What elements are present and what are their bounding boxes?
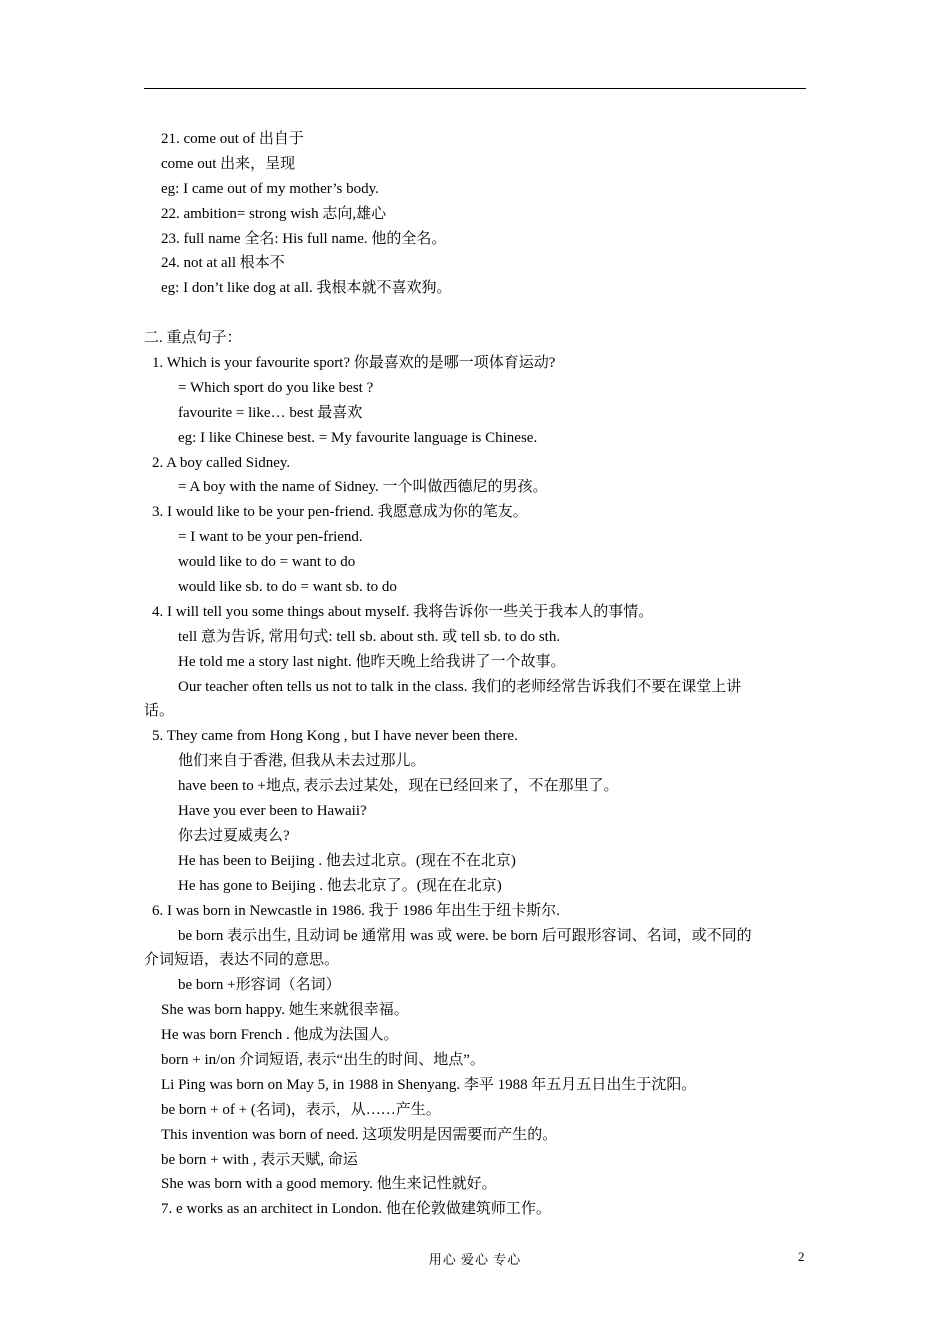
translation-line: 你去过夏威夷么? bbox=[178, 827, 290, 844]
example-line: He was born French . 他成为法国人。 bbox=[161, 1027, 399, 1044]
note-line: be born +形容词（名词） bbox=[178, 977, 341, 994]
sentence-item-7: 7. e works as an architect in London. 他在伦敦做建筑师工作。 bbox=[161, 1201, 551, 1218]
note-line: have been to +地点, 表示去过某处，现在已经回来了，不在那里了。 bbox=[178, 778, 619, 795]
note-line: = Which sport do you like best ? bbox=[178, 379, 374, 396]
vocab-item-24: 24. not at all 根本不 bbox=[161, 255, 285, 272]
note-line: = I want to be your pen-friend. bbox=[178, 529, 363, 546]
vocab-item-23: 23. full name 全名: His full name. 他的全名。 bbox=[161, 230, 447, 247]
example-line: He has gone to Beijing . 他去北京了。(现在在北京) bbox=[178, 877, 502, 894]
example-line: He has been to Beijing . 他去过北京。(现在不在北京) bbox=[178, 852, 516, 869]
header-rule bbox=[144, 88, 806, 89]
note-line: would like sb. to do = want sb. to do bbox=[178, 579, 397, 596]
note-line: tell 意为告诉, 常用句式: tell sb. about sth. 或 tell sb. to do sth. bbox=[178, 628, 561, 645]
vocab-line: come out 出来，呈现 bbox=[161, 155, 296, 172]
footer-motto: 用心 爱心 专心 bbox=[428, 1252, 522, 1267]
sentence-item-4: 4. I will tell you some things about myself. 我将告诉你一些关于我本人的事情。 bbox=[152, 603, 654, 620]
section-heading: 二. 重点句子： bbox=[144, 330, 242, 347]
example-line: eg: I like Chinese best. = My favourite language is Chinese. bbox=[178, 429, 538, 446]
example-line: eg: I came out of my mother’s body. bbox=[161, 180, 379, 197]
note-line: favourite = like… best 最喜欢 bbox=[178, 404, 363, 421]
example-line: Have you ever been to Hawaii? bbox=[178, 803, 367, 820]
sentence-item-5: 5. They came from Hong Kong , but I have never been there. bbox=[152, 728, 518, 745]
translation-line: 他们来自于香港, 但我从未去过那儿。 bbox=[178, 753, 426, 770]
example-line: Li Ping was born on May 5, in 1988 in Shenyang. 李平 1988 年五月五日出生于沈阳。 bbox=[161, 1076, 697, 1093]
sentence-item-1: 1. Which is your favourite sport? 你最喜欢的是哪一项体育运动? bbox=[152, 355, 556, 372]
sentence-item-6: 6. I was born in Newcastle in 1986. 我于 1986 年出生于纽卡斯尔. bbox=[152, 902, 560, 919]
wrapped-line: 介词短语，表达不同的意思。 bbox=[144, 952, 340, 969]
page-number: 2 bbox=[798, 1249, 805, 1264]
document-body bbox=[144, 127, 810, 1222]
blank-line bbox=[144, 301, 810, 326]
example-line: She was born happy. 她生来就很幸福。 bbox=[161, 1002, 409, 1019]
sentence-item-3: 3. I would like to be your pen-friend. 我愿意成为你的笔友。 bbox=[152, 504, 528, 521]
note-line: = A boy with the name of Sidney. 一个叫做西德尼的男孩。 bbox=[178, 479, 548, 496]
note-line: be born 表示出生, 且动词 be 通常用 was 或 were. be born 后可跟形容词、名词，或不同的 bbox=[178, 927, 752, 944]
vocab-item-22: 22. ambition= strong wish 志向,雄心 bbox=[161, 205, 387, 222]
example-line: Our teacher often tells us not to talk in the class. 我们的老师经常告诉我们不要在课堂上讲 bbox=[178, 678, 742, 695]
note-line: be born + of + (名词)，表示，从……产生。 bbox=[161, 1101, 441, 1118]
wrapped-line: 话。 bbox=[144, 703, 175, 720]
vocab-item-21: 21. come out of 出自于 bbox=[161, 131, 304, 147]
note-line: would like to do = want to do bbox=[178, 554, 356, 571]
example-line: She was born with a good memory. 他生来记性就好。 bbox=[161, 1176, 497, 1193]
example-line: He told me a story last night. 他昨天晚上给我讲了一个故事。 bbox=[178, 653, 566, 670]
example-line: This invention was born of need. 这项发明是因需要而产生的。 bbox=[161, 1126, 558, 1143]
sentence-item-2: 2. A boy called Sidney. bbox=[152, 454, 291, 471]
example-line: eg: I don’t like dog at all. 我根本就不喜欢狗。 bbox=[161, 280, 452, 297]
note-line: born + in/on 介词短语, 表示“出生的时间、地点”。 bbox=[161, 1051, 485, 1068]
note-line: be born + with , 表示天赋, 命运 bbox=[161, 1151, 358, 1168]
